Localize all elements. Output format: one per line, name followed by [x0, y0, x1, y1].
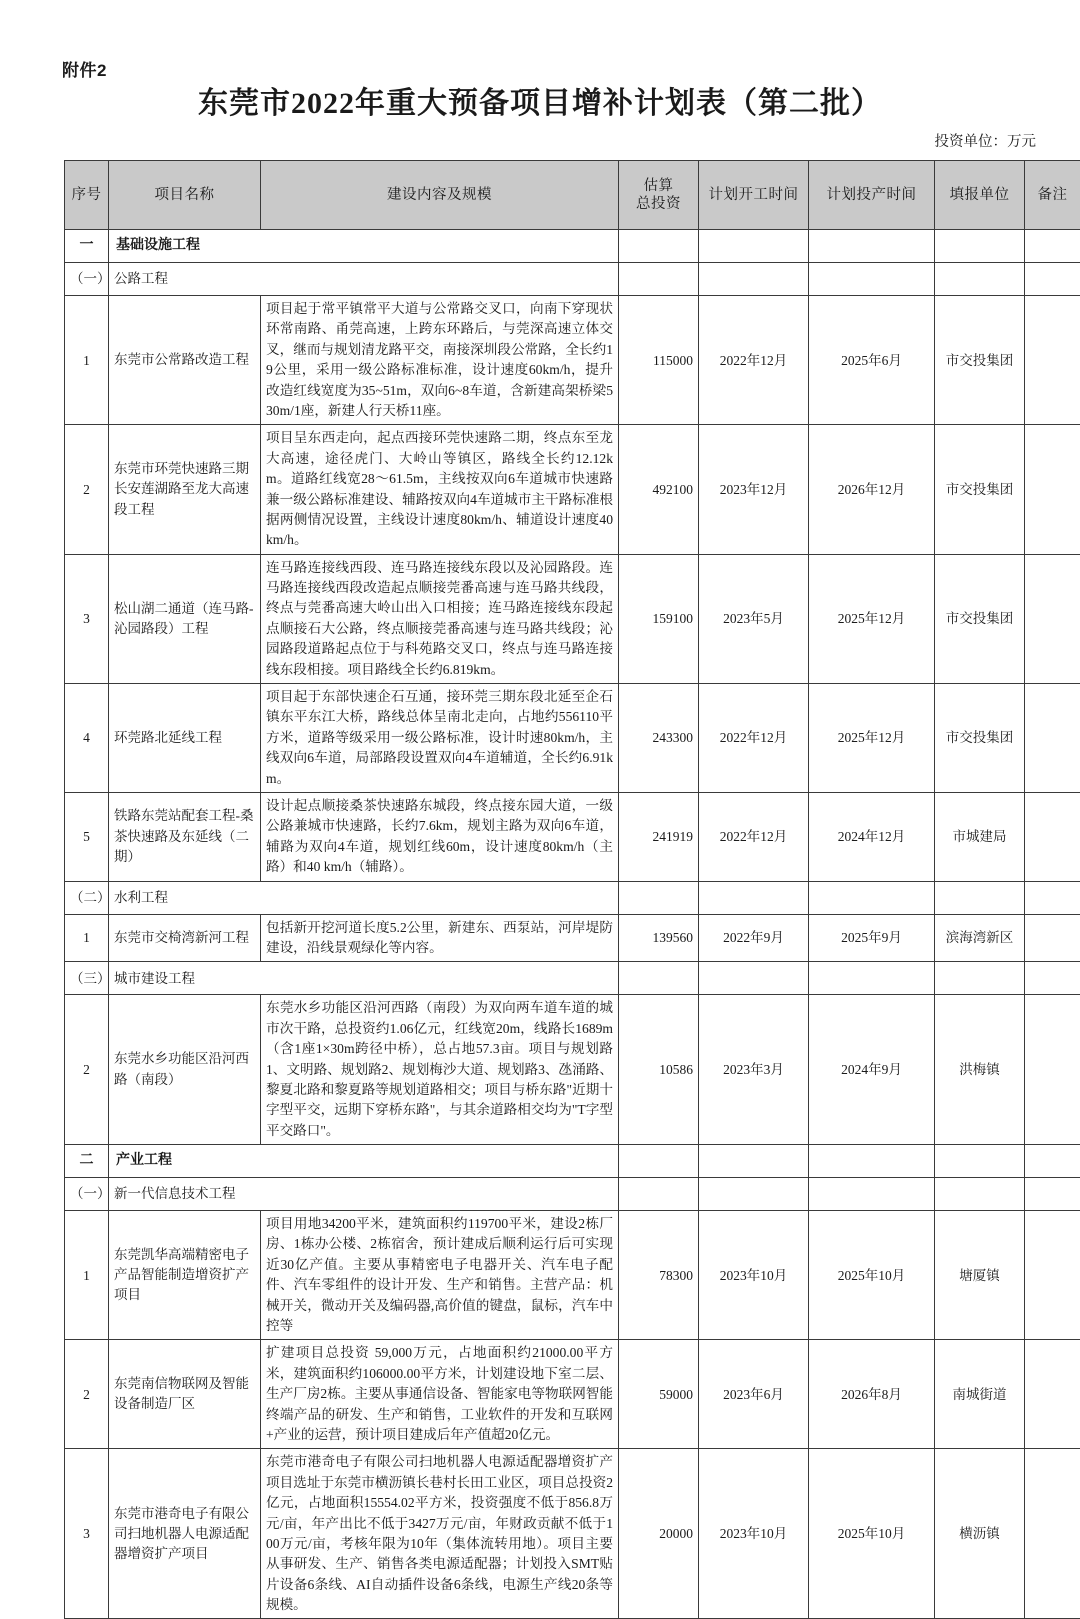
section-blank-unit — [935, 263, 1025, 296]
cell-reporting-unit: 市交投集团 — [935, 425, 1025, 554]
section-seq: （一） — [65, 263, 109, 296]
section-seq: （一） — [65, 1178, 109, 1211]
section-blank-unit — [935, 230, 1025, 263]
cell-production-time: 2025年12月 — [809, 684, 935, 793]
cell-description: 项目起于常平镇常平大道与公常路交叉口，向南下穿现状环常南路、甬莞高速，上跨东环路后，与莞深高速立体交叉，继而与规划清龙路平交，南接深圳段公常路，全长约19公里，采用一级公路标准标准，设计速度60km/h，提升改造红线宽度为35~51m，双向6~8车道，含新建高架桥梁530m/1座，新建人行天桥11座。 — [261, 296, 619, 425]
cell-start-time: 2022年12月 — [699, 296, 809, 425]
page-title: 东莞市2022年重大预备项目增补计划表（第二批） — [0, 78, 1080, 122]
section-blank-production — [809, 881, 935, 914]
column-header-remark: 备注 — [1025, 161, 1080, 230]
investment-unit-note: 投资单位：万元 — [935, 130, 1037, 151]
section-title: 产业工程 — [109, 1145, 619, 1178]
cell-seq: 3 — [65, 554, 109, 683]
subsection-row — [65, 962, 1080, 995]
cell-seq: 5 — [65, 792, 109, 881]
section-blank-remark — [1025, 962, 1080, 995]
cell-description: 设计起点顺接桑茶快速路东城段，终点接东园大道，一级公路兼城市快速路，长约7.6km，规划主路为双向6车道，辅路为双向4车道，规划红线60m，设计速度80km/h（主路）和40 km/h（辅路）。 — [261, 792, 619, 881]
cell-remark — [1025, 792, 1080, 881]
section-blank-production — [809, 1178, 935, 1211]
table-row — [65, 554, 1080, 683]
cell-description: 包括新开挖河道长度5.2公里，新建东、西泵站，河岸堤防建设，沿线景观绿化等内容。 — [261, 914, 619, 962]
table-row — [65, 914, 1080, 962]
table-row — [65, 1211, 1080, 1340]
table-body — [65, 230, 1080, 1619]
column-header-reporting-unit: 填报单位 — [935, 161, 1025, 230]
cell-investment: 78300 — [619, 1211, 699, 1340]
section-blank-investment — [619, 962, 699, 995]
cell-project-name: 东莞凯华高端精密电子产品智能制造增资扩产项目 — [109, 1211, 261, 1340]
cell-remark — [1025, 296, 1080, 425]
cell-investment: 492100 — [619, 425, 699, 554]
cell-project-name: 东莞南信物联网及智能设备制造厂区 — [109, 1340, 261, 1449]
cell-reporting-unit: 市交投集团 — [935, 554, 1025, 683]
cell-reporting-unit: 市交投集团 — [935, 296, 1025, 425]
section-title: 水利工程 — [109, 881, 619, 914]
cell-project-name: 东莞市公常路改造工程 — [109, 296, 261, 425]
section-blank-remark — [1025, 1178, 1080, 1211]
section-title: 公路工程 — [109, 263, 619, 296]
section-seq: 一 — [65, 230, 109, 263]
cell-remark — [1025, 684, 1080, 793]
cell-start-time: 2023年5月 — [699, 554, 809, 683]
cell-reporting-unit: 横沥镇 — [935, 1449, 1025, 1619]
cell-description: 项目起于东部快速企石互通，接环莞三期东段北延至企石镇东平东江大桥，路线总体呈南北走向，占地约556110平方米，道路等级采用一级公路标准，设计时速80km/h，主线双向6车道，局部路段设置双向4车道辅道，全长约6.91km。 — [261, 684, 619, 793]
section-blank-start — [699, 263, 809, 296]
cell-reporting-unit: 塘厦镇 — [935, 1211, 1025, 1340]
section-row — [65, 230, 1080, 263]
section-blank-investment — [619, 263, 699, 296]
cell-description: 东莞市港奇电子有限公司扫地机器人电源适配器增资扩产项目选址于东莞市横沥镇长巷村长田工业区，项目总投资2亿元，占地面积15554.02平方米，投资强度不低于856.8万元/亩，年产出比不低于3427万元/亩，年财政贡献不低于100万元/亩，考核年限为10年（集体流转用地）。项目主要从事研发、生产、销售各类电源适配器；计划投入SMT贴片设备6条线、AI自动插件设备6条线，电源生产线20条等规模。 — [261, 1449, 619, 1619]
cell-reporting-unit: 市交投集团 — [935, 684, 1025, 793]
section-blank-investment — [619, 1178, 699, 1211]
cell-remark — [1025, 1449, 1080, 1619]
table-row — [65, 1449, 1080, 1619]
section-blank-remark — [1025, 1145, 1080, 1178]
cell-description: 扩建项目总投资 59,000万元，占地面积约21000.00平方米，建筑面积约106000.00平方米，计划建设地下室二层、生产厂房2栋。主要从事通信设备、智能家电等物联网智能终端产品的研发、生产和销售，工业软件的开发和互联网+产业的运营，预计项目建成后年产值超20亿元。 — [261, 1340, 619, 1449]
cell-seq: 1 — [65, 1211, 109, 1340]
subsection-row — [65, 1178, 1080, 1211]
table-row — [65, 1340, 1080, 1449]
cell-production-time: 2024年9月 — [809, 995, 935, 1145]
cell-reporting-unit: 市城建局 — [935, 792, 1025, 881]
subsection-row — [65, 263, 1080, 296]
cell-investment: 10586 — [619, 995, 699, 1145]
cell-start-time: 2023年12月 — [699, 425, 809, 554]
cell-description: 东莞水乡功能区沿河西路（南段）为双向两车道车道的城市次干路，总投资约1.06亿元，红线宽20m，线路长1689m（含1座1×30m跨径中桥），总占地57.3亩。项目与规划路1、文明路、规划路2、规划梅沙大道、规划路3、氹涌路、黎夏北路和黎夏路等规划道路相交；项目与桥东路"近期十字型平交，远期下穿桥东路"，与其余道路相交均为"T字型平交路口"。 — [261, 995, 619, 1145]
section-seq: （二） — [65, 881, 109, 914]
cell-description: 连马路连接线西段、连马路连接线东段以及沁园路段。连马路连接线西段改造起点顺接莞番高速与连马路共线段，终点与莞番高速大岭山出入口相接；连马路连接线东段起点顺接石大公路，终点顺接莞番高速与连马路共线段；沁园路段道路起点位于与科苑路交叉口，终点与连马路连接线东段相接。项目路线全长约6.819km。 — [261, 554, 619, 683]
cell-investment: 59000 — [619, 1340, 699, 1449]
section-blank-production — [809, 230, 935, 263]
table-header — [65, 161, 1080, 230]
column-header-name: 项目名称 — [109, 161, 261, 230]
cell-start-time: 2022年12月 — [699, 792, 809, 881]
section-blank-start — [699, 881, 809, 914]
section-blank-unit — [935, 1145, 1025, 1178]
cell-production-time: 2024年12月 — [809, 792, 935, 881]
section-blank-unit — [935, 1178, 1025, 1211]
cell-reporting-unit: 南城街道 — [935, 1340, 1025, 1449]
section-title: 基础设施工程 — [109, 230, 619, 263]
attachment-label: 附件2 — [62, 56, 107, 81]
cell-description: 项目呈东西走向，起点西接环莞快速路二期，终点东至龙大高速，途径虎门、大岭山等镇区，路线全长约12.12km。道路红线宽28～61.5m，主线按双向6车道城市快速路兼一级公路标准建设、辅路按双向4车道城市主干路标准根据两侧情况设置，主线设计速度80km/h、辅道设计速度40km/h。 — [261, 425, 619, 554]
cell-project-name: 松山湖二通道（连马路-沁园路段）工程 — [109, 554, 261, 683]
cell-start-time: 2023年10月 — [699, 1211, 809, 1340]
section-seq: 二 — [65, 1145, 109, 1178]
cell-seq: 1 — [65, 914, 109, 962]
plan-table-wrapper — [64, 160, 1058, 1619]
cell-start-time: 2023年10月 — [699, 1449, 809, 1619]
cell-production-time: 2025年10月 — [809, 1449, 935, 1619]
subsection-row — [65, 881, 1080, 914]
section-blank-remark — [1025, 881, 1080, 914]
cell-start-time: 2022年12月 — [699, 684, 809, 793]
cell-remark — [1025, 425, 1080, 554]
section-blank-remark — [1025, 263, 1080, 296]
section-blank-investment — [619, 1145, 699, 1178]
section-blank-start — [699, 962, 809, 995]
column-header-production: 计划投产时间 — [809, 161, 935, 230]
cell-remark — [1025, 1211, 1080, 1340]
cell-remark — [1025, 995, 1080, 1145]
cell-investment: 241919 — [619, 792, 699, 881]
cell-start-time: 2023年3月 — [699, 995, 809, 1145]
cell-project-name: 东莞市环莞快速路三期长安莲湖路至龙大高速段工程 — [109, 425, 261, 554]
cell-reporting-unit: 洪梅镇 — [935, 995, 1025, 1145]
section-blank-unit — [935, 962, 1025, 995]
column-header-investment-line2: 总投资 — [636, 196, 681, 212]
cell-production-time: 2026年12月 — [809, 425, 935, 554]
table-row — [65, 684, 1080, 793]
column-header-investment-line1: 估算 — [644, 178, 674, 194]
cell-start-time: 2023年6月 — [699, 1340, 809, 1449]
cell-project-name: 环莞路北延线工程 — [109, 684, 261, 793]
cell-seq: 1 — [65, 296, 109, 425]
column-header-desc: 建设内容及规模 — [261, 161, 619, 230]
section-blank-production — [809, 962, 935, 995]
section-blank-remark — [1025, 230, 1080, 263]
table-row — [65, 296, 1080, 425]
section-seq: （三） — [65, 962, 109, 995]
cell-investment: 243300 — [619, 684, 699, 793]
column-header-seq: 序号 — [65, 161, 109, 230]
cell-production-time: 2025年6月 — [809, 296, 935, 425]
cell-start-time: 2022年9月 — [699, 914, 809, 962]
cell-seq: 2 — [65, 425, 109, 554]
cell-seq: 4 — [65, 684, 109, 793]
cell-investment: 20000 — [619, 1449, 699, 1619]
cell-project-name: 铁路东莞站配套工程-桑茶快速路及东延线（二期） — [109, 792, 261, 881]
table-row — [65, 995, 1080, 1145]
cell-production-time: 2025年12月 — [809, 554, 935, 683]
cell-remark — [1025, 1340, 1080, 1449]
section-blank-investment — [619, 881, 699, 914]
section-title: 新一代信息技术工程 — [109, 1178, 619, 1211]
section-row — [65, 1145, 1080, 1178]
cell-seq: 3 — [65, 1449, 109, 1619]
cell-seq: 2 — [65, 995, 109, 1145]
cell-remark — [1025, 914, 1080, 962]
section-blank-production — [809, 1145, 935, 1178]
column-header-start: 计划开工时间 — [699, 161, 809, 230]
cell-description: 项目用地34200平米，建筑面积约119700平米，建设2栋厂房、1栋办公楼、2栋宿舍，预计建成后顺利运行后可实现近30亿产值。主要从事精密电子电器开关、汽车电子配件、汽车零组件的设计开发、生产和销售。主营产品：机械开关，微动开关及编码器,高价值的键盘，鼠标，汽车中控等 — [261, 1211, 619, 1340]
cell-seq: 2 — [65, 1340, 109, 1449]
cell-investment: 115000 — [619, 296, 699, 425]
cell-project-name: 东莞水乡功能区沿河西路（南段） — [109, 995, 261, 1145]
section-blank-investment — [619, 230, 699, 263]
cell-project-name: 东莞市交椅湾新河工程 — [109, 914, 261, 962]
cell-investment: 139560 — [619, 914, 699, 962]
section-blank-unit — [935, 881, 1025, 914]
cell-production-time: 2025年9月 — [809, 914, 935, 962]
cell-remark — [1025, 554, 1080, 683]
section-blank-start — [699, 1178, 809, 1211]
table-row — [65, 425, 1080, 554]
section-blank-production — [809, 263, 935, 296]
cell-project-name: 东莞市港奇电子有限公司扫地机器人电源适配器增资扩产项目 — [109, 1449, 261, 1619]
cell-investment: 159100 — [619, 554, 699, 683]
table-row — [65, 792, 1080, 881]
section-blank-start — [699, 1145, 809, 1178]
section-title: 城市建设工程 — [109, 962, 619, 995]
cell-production-time: 2026年8月 — [809, 1340, 935, 1449]
section-blank-start — [699, 230, 809, 263]
cell-production-time: 2025年10月 — [809, 1211, 935, 1340]
header-row — [65, 161, 1080, 230]
cell-reporting-unit: 滨海湾新区 — [935, 914, 1025, 962]
column-header-investment — [619, 161, 699, 230]
plan-table — [64, 160, 1080, 1619]
